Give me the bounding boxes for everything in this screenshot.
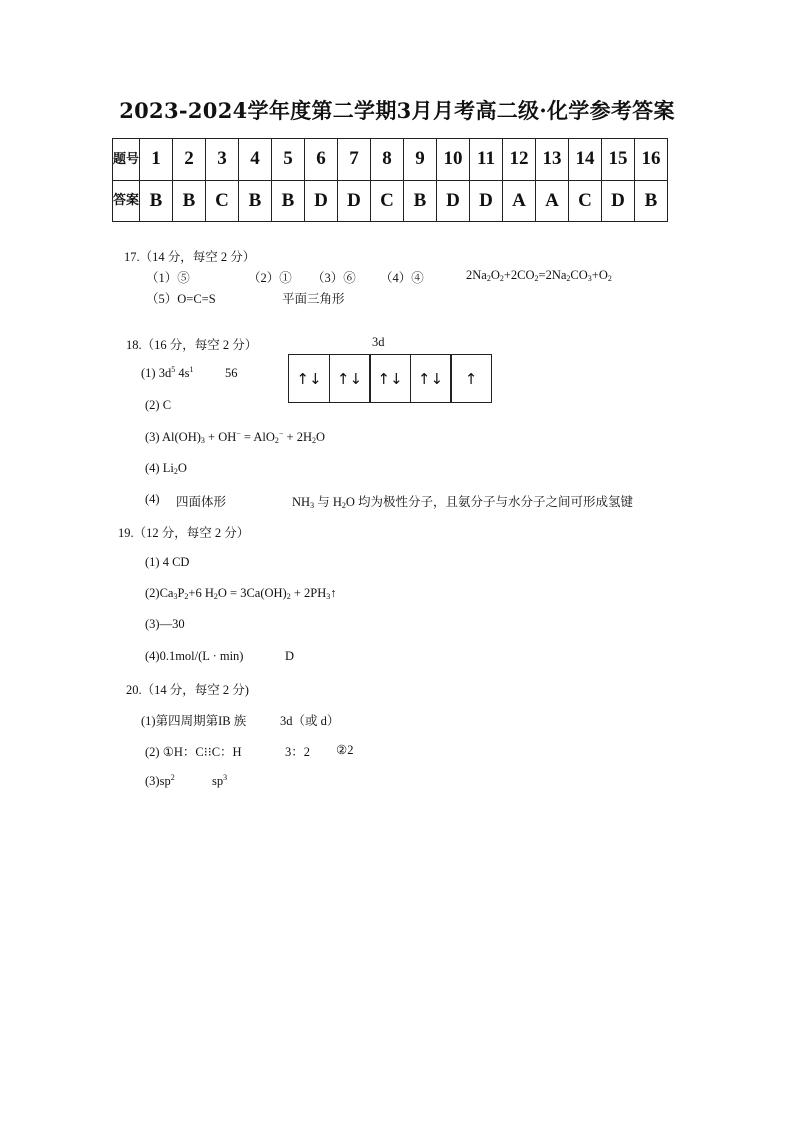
answer-cell: B [239, 180, 272, 222]
q18-reason-tail: 均为极性分子，且氨分子与水分子之间可形成氢键 [358, 495, 634, 509]
answer-cell: B [635, 180, 668, 222]
number-cell: 11 [470, 139, 503, 181]
q17-answer-5: （5）O=C=S [146, 292, 216, 306]
q18-answer-4: (4) $Li_2O$ [145, 461, 187, 476]
q19-answer-3: (3)—30 [145, 617, 185, 631]
answer-cell: B [404, 180, 437, 222]
q18-answer-5-reason: $NH_3$ 与 $H_2O$ 均为极性分子，且氨分子与水分子之间可形成氢键 [292, 492, 633, 510]
number-row [113, 139, 668, 181]
orbital-box: ↑↓ [329, 354, 371, 403]
answer-cell: B [140, 180, 173, 222]
orbital-box: ↑ [450, 354, 492, 403]
answer-cell: D [602, 180, 635, 222]
q17-answer-4: （4）④ [380, 271, 424, 285]
q20-answer-3: $(3)sp^2$ [145, 773, 175, 788]
answer-cell: A [503, 180, 536, 222]
q19-answer-4: (4)0.1mol/(L · min) [145, 649, 244, 663]
number-cell: 13 [536, 139, 569, 181]
number-cell: 9 [404, 139, 437, 181]
q20-answer-2b: 3：2 [285, 745, 311, 759]
q20-answer-2: (2) ①H：C⁝⁝C：H [145, 745, 242, 759]
q18-header: 18.（16 分，每空 2 分） [126, 338, 258, 352]
number-cell: 6 [305, 139, 338, 181]
number-cell: 5 [272, 139, 305, 181]
q18-answer-3: (3) $Al(OH)_3 + OH^- = AlO_2^- + 2H_2O$ [145, 429, 326, 445]
number-cell: 7 [338, 139, 371, 181]
number-cell: 3 [206, 139, 239, 181]
q18-answer-5-label: (4) [145, 492, 160, 506]
q20-header: 20.（14 分，每空 2 分) [126, 683, 249, 697]
orbital-box: ↑↓ [288, 354, 330, 403]
page-title: 2023-2024学年度第二学期3月月考高二级·化学参考答案 [119, 98, 675, 123]
number-cell: 8 [371, 139, 404, 181]
answer-cell: C [206, 180, 239, 222]
q19-answer-4b: D [285, 649, 295, 663]
number-cell: 16 [635, 139, 668, 181]
q18-orbital-label: 3d [372, 335, 385, 349]
answer-cell: B [173, 180, 206, 222]
q18-answer-2: (2) C [145, 398, 172, 412]
number-cell: 12 [503, 139, 536, 181]
q19-header: 19.（12 分，每空 2 分） [118, 526, 250, 540]
answer-cell: A [536, 180, 569, 222]
q17-answer-3: （3）⑥ [312, 271, 356, 285]
answer-table [112, 138, 668, 222]
answer-cell: C [569, 180, 602, 222]
number-cell: 1 [140, 139, 173, 181]
q20-answer-3b: $sp^3$ [212, 773, 228, 788]
q17-header: 17.（14 分，每空 2 分） [124, 250, 256, 264]
q17-answer-1: （1）⑤ [146, 271, 190, 285]
q20-answer-1b: 3d（或 d） [280, 714, 340, 728]
q18-answer-1: (1) $3d^5$ $4s^1$ [141, 365, 194, 380]
answer-cell: B [272, 180, 305, 222]
q19-answer-2: $(2)Ca_3P_2+6$ $H_2O = 3Ca(OH)_2$ + $2PH_3↑$ [145, 586, 337, 601]
number-cell: 10 [437, 139, 470, 181]
q17-answer-2: （2）① [248, 271, 292, 285]
answer-cell: D [338, 180, 371, 222]
q19-answer-1: (1) 4 CD [145, 555, 190, 569]
answer-cell: D [470, 180, 503, 222]
answer-cell: D [305, 180, 338, 222]
q18-answer-5-shape: 四面体形 [176, 495, 227, 509]
orbital-box: ↑↓ [410, 354, 452, 403]
number-cell: 2 [173, 139, 206, 181]
number-cell: 4 [239, 139, 272, 181]
q18-answer-1-number: 56 [225, 366, 238, 380]
q17-answer-6: 平面三角形 [282, 292, 345, 306]
q17-equation: $2Na_2O_2+2CO_2=2Na_2CO_3+O_2$ [466, 268, 612, 283]
answer-cell: C [371, 180, 404, 222]
number-cell: 15 [602, 139, 635, 181]
orbital-box: ↑↓ [369, 354, 411, 403]
answer-row-header: 答案 [113, 180, 140, 222]
answer-row [113, 180, 668, 222]
orbital-diagram [288, 354, 492, 403]
answer-cell: D [437, 180, 470, 222]
q20-answer-1: (1)第四周期第IB 族 [141, 714, 247, 728]
number-row-header: 题号 [113, 139, 140, 181]
q20-answer-2c: ②2 [336, 743, 354, 757]
number-cell: 14 [569, 139, 602, 181]
